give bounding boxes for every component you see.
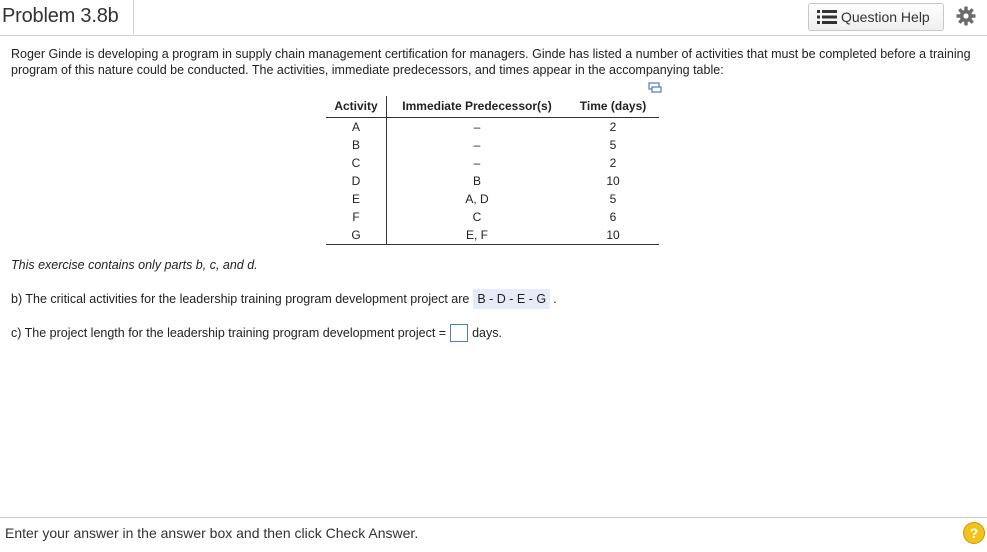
question-help-label: Question Help <box>841 9 930 25</box>
activity-cell: F <box>326 208 387 226</box>
table-row <box>326 136 659 154</box>
activity-cell: B <box>326 136 387 154</box>
problem-intro: Roger Ginde is developing a program in supply chain management certification for managers. Ginde has listed a number of activities that must be completed before a training program of this nature could be conducted. The activities, immediate predecessors, and times appear in the accompanying table: <box>11 47 971 77</box>
part-b-suffix: . <box>553 292 557 306</box>
table-row <box>326 154 659 172</box>
copy-table-icon[interactable] <box>648 82 662 94</box>
part-b-answer[interactable]: B - D - E - G <box>473 289 550 309</box>
part-b-text: b) The critical activities for the leadership training program development project are <box>11 292 470 306</box>
activity-cell: E <box>326 190 387 208</box>
footer-bar <box>0 517 987 552</box>
time-cell: 5 <box>609 138 617 152</box>
predecessor-cell: A, D <box>465 192 489 206</box>
gear-icon[interactable] <box>956 6 976 26</box>
table-row <box>326 172 659 190</box>
time-cell: 2 <box>609 120 617 134</box>
header-bar <box>0 0 987 36</box>
exercise-note: This exercise contains only parts b, c, and d. <box>11 258 258 272</box>
activity-cell: A <box>326 118 387 137</box>
table-row <box>326 118 659 137</box>
activity-cell: G <box>326 226 387 245</box>
question-help-button[interactable] <box>808 3 944 31</box>
table-row <box>326 208 659 226</box>
predecessor-cell: – <box>473 156 481 170</box>
help-button[interactable]: ? <box>963 522 985 544</box>
activity-cell: D <box>326 172 387 190</box>
table-row <box>326 226 659 245</box>
header-activity: Activity <box>326 96 387 118</box>
time-cell: 10 <box>567 226 659 245</box>
time-cell: 5 <box>609 192 617 206</box>
list-icon <box>817 10 837 24</box>
time-cell: 10 <box>606 174 620 188</box>
time-cell: 6 <box>609 210 617 224</box>
predecessor-cell: – <box>473 138 481 152</box>
predecessor-cell: E, F <box>387 226 568 245</box>
time-cell: 2 <box>609 156 617 170</box>
predecessor-cell: C <box>472 210 482 224</box>
part-c-question <box>11 324 502 342</box>
predecessor-cell: B <box>472 174 481 188</box>
header-predecessors: Immediate Predecessor(s) <box>387 96 568 118</box>
table-row <box>326 190 659 208</box>
table-header-row <box>326 96 659 118</box>
project-length-input[interactable] <box>450 324 468 342</box>
footer-instruction: Enter your answer in the answer box and then click Check Answer. <box>5 525 419 541</box>
activity-cell: C <box>326 154 387 172</box>
part-c-unit: days. <box>472 326 502 340</box>
activities-table <box>326 96 659 245</box>
page-title: Problem 3.8b <box>2 5 119 27</box>
part-b-question <box>11 289 557 309</box>
predecessor-cell: – <box>473 120 481 134</box>
title-box <box>0 0 134 34</box>
header-time: Time (days) <box>567 96 659 118</box>
part-c-text: c) The project length for the leadership training program development project = <box>11 326 447 340</box>
